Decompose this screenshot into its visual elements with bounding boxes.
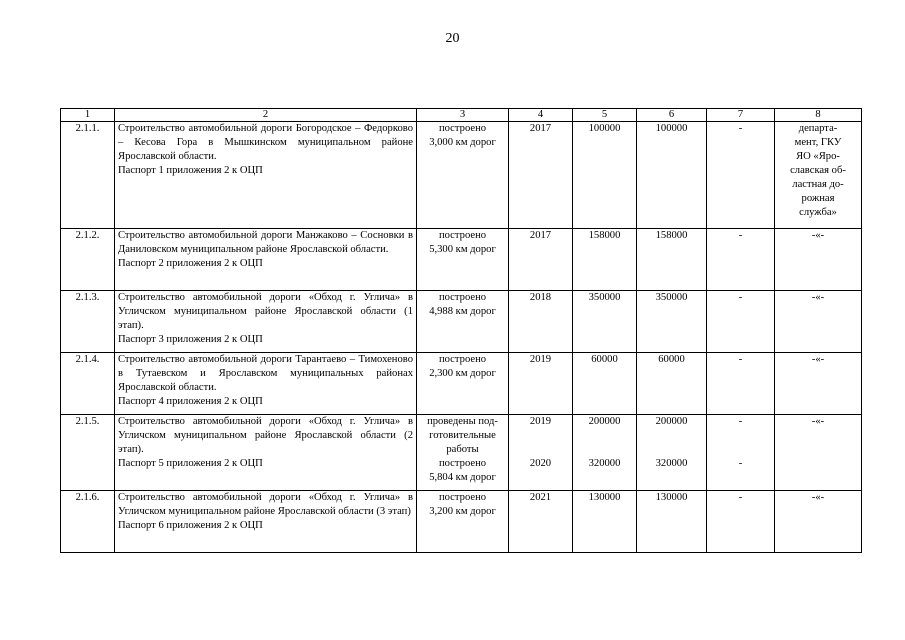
executor-line: ластная до- <box>792 179 844 190</box>
executor-line: департа- <box>798 123 838 134</box>
col5-cell: 100000 <box>573 122 637 229</box>
header-cell-3: 3 <box>417 109 509 122</box>
col7-cell: - <box>707 353 775 415</box>
measure-cell <box>115 122 417 229</box>
col5-cell <box>573 415 637 491</box>
executor-cell: -«- <box>775 415 862 491</box>
measure-passport: Паспорт 5 приложения 2 к ОЦП <box>118 458 263 469</box>
measure-passport: Паспорт 1 приложения 2 к ОЦП <box>118 165 263 176</box>
col6-cell: 130000 <box>637 491 707 553</box>
measure-cell <box>115 491 417 553</box>
year-cell: 2017 <box>509 122 573 229</box>
executor-line: мент, ГКУ <box>794 137 842 148</box>
table-row <box>61 353 862 415</box>
col7-cell: - <box>707 291 775 353</box>
result-line: построено <box>438 230 487 241</box>
result-line: 2,300 км дорог <box>429 368 496 379</box>
col6-cell: 350000 <box>637 291 707 353</box>
page-number: 20 <box>445 31 460 46</box>
measure-cell <box>115 415 417 491</box>
result-line: готовительные <box>429 430 496 441</box>
measure-passport: Паспорт 4 приложения 2 к ОЦП <box>118 396 263 407</box>
executor-cell <box>775 122 862 229</box>
year-cell: 2021 <box>509 491 573 553</box>
result-cell <box>417 122 509 229</box>
result-line: построено <box>438 354 487 365</box>
col6-cell: 100000 <box>637 122 707 229</box>
table-row <box>61 491 862 553</box>
header-cell-7: 7 <box>707 109 775 122</box>
measure-name: Строительство автомобильной дороги Богородское – Федорково – Кесова Гора в Мышкинском муниципальном районе Ярославской области. <box>118 123 413 162</box>
header-cell-5: 5 <box>573 109 637 122</box>
row-number: 2.1.6. <box>61 491 115 553</box>
col6-value: 320000 <box>655 458 688 469</box>
table-row <box>61 122 862 229</box>
result-cell <box>417 491 509 553</box>
result-cell <box>417 229 509 291</box>
result-line: работы <box>446 444 479 455</box>
year-cell: 2019 <box>509 353 573 415</box>
result-cell <box>417 353 509 415</box>
col6-value: 200000 <box>655 416 688 427</box>
executor-line: служба» <box>799 207 837 218</box>
col7-cell: - <box>707 229 775 291</box>
table-row <box>61 291 862 353</box>
result-line: 5,804 км дорог <box>429 472 496 483</box>
year-cell: 2018 <box>509 291 573 353</box>
col5-cell: 158000 <box>573 229 637 291</box>
year-cell <box>509 415 573 491</box>
col7-cell <box>707 415 775 491</box>
result-cell <box>417 415 509 491</box>
executor-line: славская об- <box>790 165 846 176</box>
col5-value: 320000 <box>588 458 621 469</box>
col6-cell: 158000 <box>637 229 707 291</box>
row-number: 2.1.5. <box>61 415 115 491</box>
measure-cell <box>115 291 417 353</box>
row-number: 2.1.1. <box>61 122 115 229</box>
program-table <box>60 108 862 553</box>
col7-cell: - <box>707 122 775 229</box>
table-row <box>61 415 862 491</box>
header-cell-1: 1 <box>61 109 115 122</box>
row-number: 2.1.3. <box>61 291 115 353</box>
measure-cell <box>115 353 417 415</box>
table-row <box>61 229 862 291</box>
executor-cell: -«- <box>775 229 862 291</box>
year-value: 2019 <box>529 416 552 427</box>
col5-value: 200000 <box>588 416 621 427</box>
result-line: 4,988 км дорог <box>429 306 496 317</box>
measure-passport: Паспорт 3 приложения 2 к ОЦП <box>118 334 263 345</box>
result-line: построено <box>438 458 487 469</box>
measure-name: Строительство автомобильной дороги «Обход г. Углича» в Угличском муниципальном районе Ярославской области (3 этап) <box>118 492 413 517</box>
measure-cell <box>115 229 417 291</box>
col7-value: - <box>738 416 743 427</box>
col5-cell: 350000 <box>573 291 637 353</box>
year-cell: 2017 <box>509 229 573 291</box>
header-row <box>61 109 862 122</box>
col6-cell <box>637 415 707 491</box>
result-cell <box>417 291 509 353</box>
year-value: 2020 <box>529 458 552 469</box>
result-line: построено <box>438 492 487 503</box>
col7-value: - <box>738 458 743 469</box>
result-line: 5,300 км дорог <box>429 244 496 255</box>
result-line: проведены под- <box>427 416 498 427</box>
executor-line: ЯО «Яро- <box>796 151 840 162</box>
row-number: 2.1.4. <box>61 353 115 415</box>
executor-cell: -«- <box>775 491 862 553</box>
measure-name: Строительство автомобильной дороги Манжаково – Сосновки в Даниловском муниципальном районе Ярославской области. <box>118 230 413 255</box>
measure-name: Строительство автомобильной дороги Тарантаево – Тимохеново в Тутаевском и Ярославском муниципальных районах Ярославской области. <box>118 354 413 393</box>
header-cell-2: 2 <box>115 109 417 122</box>
executor-line: рожная <box>801 193 835 204</box>
col7-cell: - <box>707 491 775 553</box>
result-line: построено <box>438 292 487 303</box>
executor-cell: -«- <box>775 353 862 415</box>
measure-passport: Паспорт 6 приложения 2 к ОЦП <box>118 520 263 531</box>
col5-cell: 130000 <box>573 491 637 553</box>
executor-cell: -«- <box>775 291 862 353</box>
header-cell-8: 8 <box>775 109 862 122</box>
measure-name: Строительство автомобильной дороги «Обход г. Углича» в Угличском муниципальном районе Ярославской области (2 этап). <box>118 416 413 455</box>
col6-cell: 60000 <box>637 353 707 415</box>
header-cell-4: 4 <box>509 109 573 122</box>
measure-name: Строительство автомобильной дороги «Обход г. Углича» в Угличском муниципальном районе Ярославской области (1 этап). <box>118 292 413 331</box>
header-cell-6: 6 <box>637 109 707 122</box>
row-number: 2.1.2. <box>61 229 115 291</box>
col5-cell: 60000 <box>573 353 637 415</box>
result-line: 3,000 км дорог <box>429 137 496 148</box>
measure-passport: Паспорт 2 приложения 2 к ОЦП <box>118 258 263 269</box>
result-line: построено <box>438 123 487 134</box>
result-line: 3,200 км дорог <box>429 506 496 517</box>
